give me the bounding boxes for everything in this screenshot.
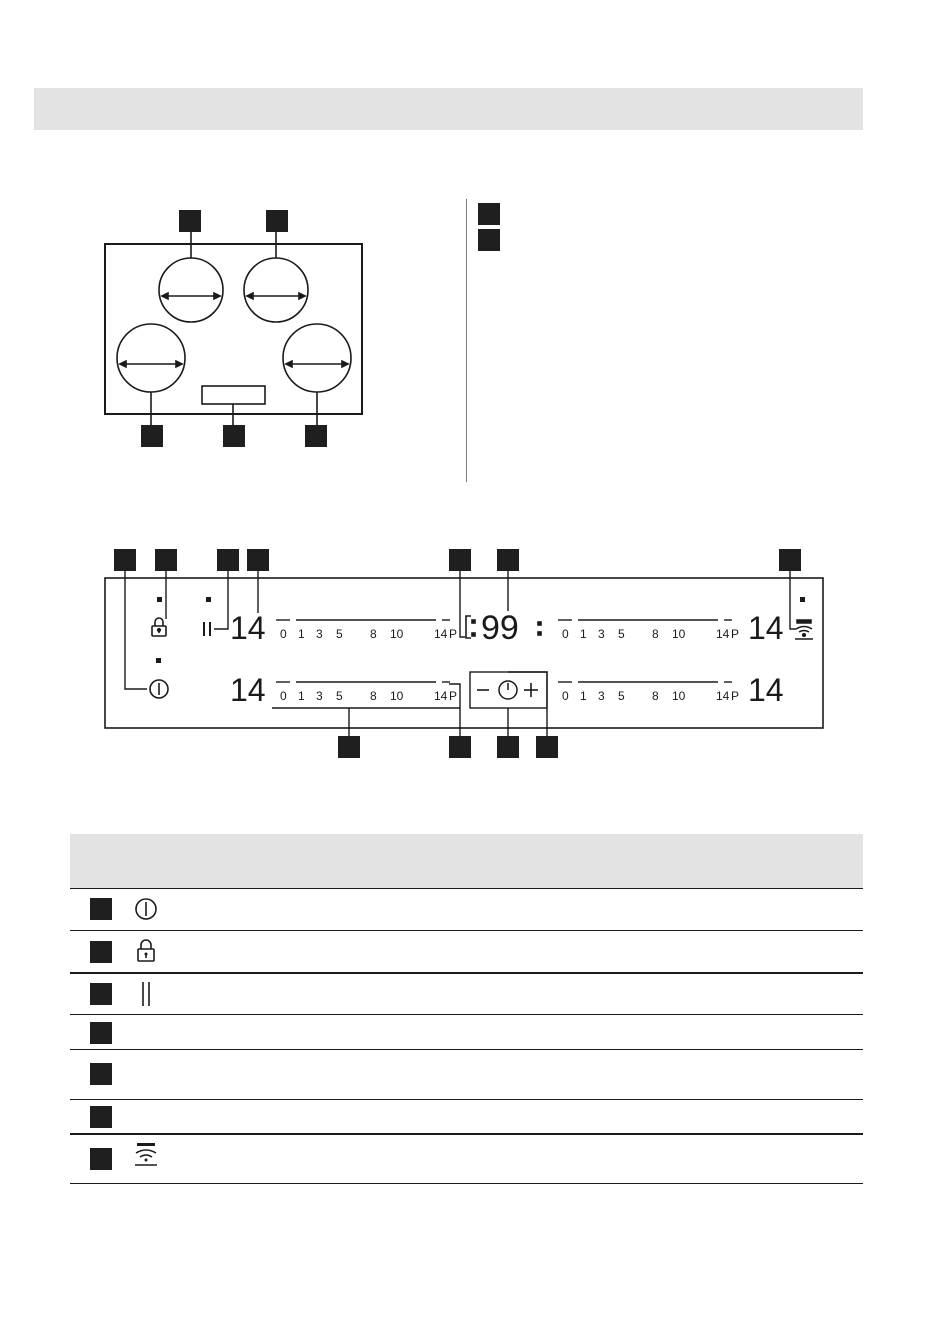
table-row-marker <box>90 983 112 1005</box>
callout-marker <box>114 549 136 571</box>
power-level-label: P <box>731 689 740 703</box>
column-divider <box>466 199 467 482</box>
table-rule <box>70 972 863 974</box>
hob-hood-icon <box>795 620 813 639</box>
power-icon <box>131 894 161 924</box>
table-row-marker <box>90 898 112 920</box>
callout-marker <box>247 549 269 571</box>
callout-marker <box>217 549 239 571</box>
callout-marker <box>223 425 245 447</box>
power-level-label: 0 <box>280 627 287 641</box>
cooktop-diagram <box>0 0 470 470</box>
power-level-label: 1 <box>298 689 305 703</box>
power-level-label: 0 <box>562 627 569 641</box>
table-rule <box>70 1049 863 1050</box>
power-level-label: 5 <box>618 689 625 703</box>
legend-marker <box>478 229 500 251</box>
hob-hood-indicator-dot <box>800 597 805 602</box>
power-level-label: 0 <box>280 689 287 703</box>
power-scale-front-right[interactable] <box>558 682 739 703</box>
timer-value: 99 <box>481 609 519 647</box>
pause-indicator-dot <box>206 597 211 602</box>
power-level-label: 3 <box>598 627 605 641</box>
power-level-label: 10 <box>672 627 686 641</box>
table-row-marker <box>90 1148 112 1170</box>
cooking-zone-front-left <box>117 324 185 425</box>
power-level-label: 8 <box>370 689 377 703</box>
legend-marker <box>478 203 500 225</box>
power-level-label: 3 <box>598 689 605 703</box>
table-row-marker <box>90 1063 112 1085</box>
power-level-label: 10 <box>390 627 404 641</box>
callout-marker <box>497 736 519 758</box>
control-panel-area <box>202 386 265 425</box>
zone-display-rear-right: 14 <box>748 610 784 646</box>
power-level-label: 8 <box>370 627 377 641</box>
power-level-label: 3 <box>316 627 323 641</box>
power-level-label: 14 <box>434 689 448 703</box>
power-level-label: 8 <box>652 627 659 641</box>
table-rule <box>70 1099 863 1100</box>
power-level-label: 0 <box>562 689 569 703</box>
power-level-label: 5 <box>336 627 343 641</box>
callout-marker <box>305 425 327 447</box>
lock-icon <box>131 936 161 966</box>
lock-icon <box>152 618 166 636</box>
power-scale-front-left[interactable] <box>272 682 460 708</box>
cooking-zone-front-right <box>283 324 351 425</box>
pause-icon <box>131 978 161 1008</box>
power-level-label: 1 <box>298 627 305 641</box>
zone-display-front-left: 14 <box>230 672 266 708</box>
table-row-marker <box>90 1022 112 1044</box>
timer-clock-icon <box>499 681 517 699</box>
table-rule <box>70 1133 863 1135</box>
callout-marker <box>449 736 471 758</box>
cooktop-outline <box>105 244 362 414</box>
table-row-marker <box>90 941 112 963</box>
power-scale-rear-left[interactable] <box>276 620 457 641</box>
control-panel-outline <box>105 578 823 728</box>
power-level-label: 10 <box>672 689 686 703</box>
table-rule <box>70 1014 863 1015</box>
power-level-label: 14 <box>434 627 448 641</box>
callout-marker <box>141 425 163 447</box>
callout-marker <box>155 549 177 571</box>
power-level-label: 1 <box>580 689 587 703</box>
power-level-label: 10 <box>390 689 404 703</box>
zone-display-front-right: 14 <box>748 672 784 708</box>
power-scale-rear-right[interactable] <box>558 620 739 641</box>
power-level-label: 1 <box>580 627 587 641</box>
power-icon <box>150 680 168 698</box>
lock-indicator-dot <box>157 597 162 602</box>
control-panel-diagram <box>0 540 933 760</box>
power-level-label: 5 <box>618 627 625 641</box>
callout-marker <box>497 549 519 571</box>
table-rule <box>70 930 863 931</box>
power-level-label: 3 <box>316 689 323 703</box>
power-level-label: P <box>449 627 458 641</box>
table-row-marker <box>90 1106 112 1128</box>
callout-marker <box>338 736 360 758</box>
hob-hood-icon <box>131 1140 161 1170</box>
power-indicator-dot <box>156 658 161 663</box>
power-level-label: 14 <box>716 627 730 641</box>
callout-marker <box>449 549 471 571</box>
zone-display-rear-left: 14 <box>230 610 266 646</box>
timer-plus-icon <box>524 683 538 697</box>
table-rule <box>70 888 863 889</box>
callout-marker <box>179 210 201 232</box>
power-level-label: P <box>449 689 458 703</box>
callout-marker <box>266 210 288 232</box>
power-level-label: 5 <box>336 689 343 703</box>
table-header <box>70 834 863 888</box>
power-level-label: P <box>731 627 740 641</box>
table-rule <box>70 1183 863 1184</box>
power-level-label: 8 <box>652 689 659 703</box>
callout-marker <box>779 549 801 571</box>
power-level-label: 14 <box>716 689 730 703</box>
pause-icon <box>204 622 210 636</box>
callout-marker <box>536 736 558 758</box>
